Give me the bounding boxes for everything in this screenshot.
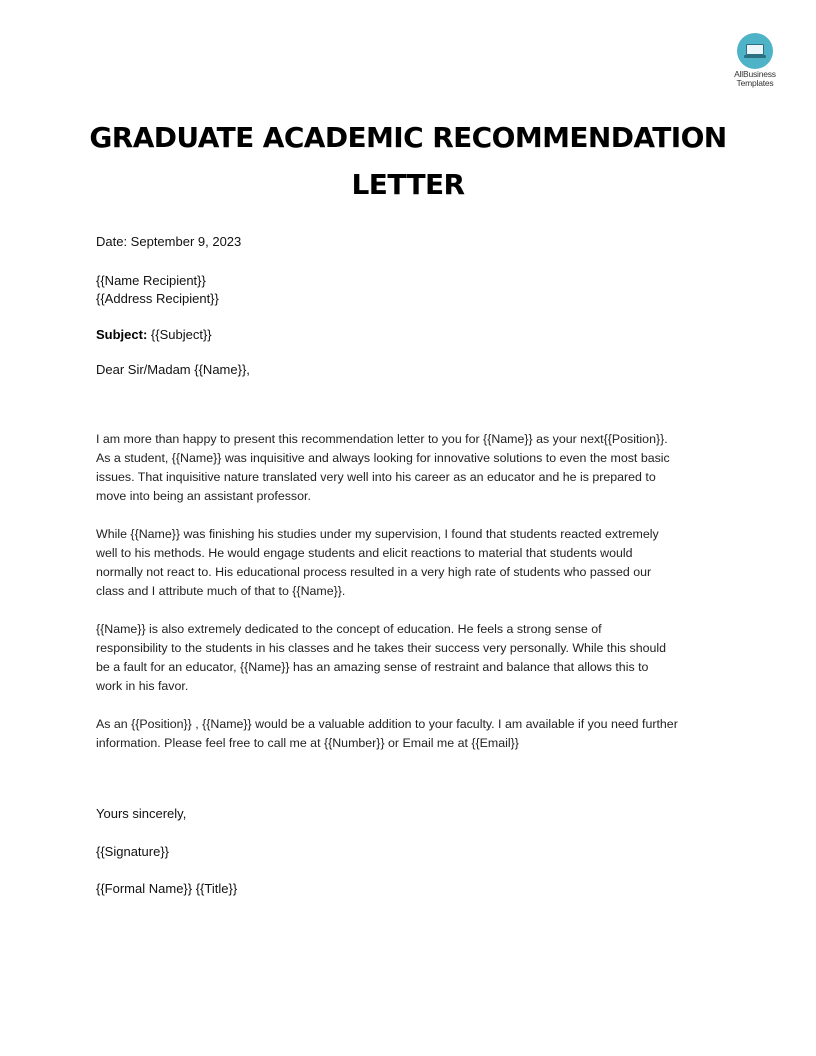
title-line-2: LETTER xyxy=(351,168,465,201)
salutation: Dear Sir/Madam {{Name}}, xyxy=(96,362,250,377)
body-paragraph-3 xyxy=(96,620,726,696)
company-logo xyxy=(724,33,786,88)
body-paragraph-2 xyxy=(96,525,726,601)
paragraph-line: issues. That inquisitive nature translated very well into his career as an educator and he is prepared to xyxy=(96,470,656,484)
letter-date: Date: September 9, 2023 xyxy=(96,234,242,249)
logo-text-line2: Templates xyxy=(736,78,774,88)
logo-text xyxy=(724,70,786,88)
paragraph-line: well to his methods. He would engage students and elicit reactions to material that students would xyxy=(96,546,633,560)
paragraph-line: responsibility to the students in his classes and he takes their success very personally. While this should xyxy=(96,641,667,655)
closing: Yours sincerely, xyxy=(96,806,187,821)
subject-line xyxy=(96,326,212,344)
laptop-icon xyxy=(737,33,773,69)
recipient-address: {{Address Recipient}} xyxy=(96,291,219,306)
paragraph-line: class and I attribute much of that to {{Name}}. xyxy=(96,584,346,598)
subject-label: Subject: xyxy=(96,327,148,342)
formal-name-title: {{Formal Name}} {{Title}} xyxy=(96,881,238,896)
body-paragraph-4 xyxy=(96,715,726,753)
logo-text-line1: AllBusiness xyxy=(734,69,776,79)
recipient-name: {{Name Recipient}} xyxy=(96,273,206,288)
subject-value: {{Subject}} xyxy=(147,327,212,342)
paragraph-line: normally not react to. His educational process resulted in a very high rate of students who passed our xyxy=(96,565,652,579)
paragraph-line: I am more than happy to present this recommendation letter to you for {{Name}} as your next{{Position}}. xyxy=(96,432,668,446)
signature: {{Signature}} xyxy=(96,844,170,859)
paragraph-line: information. Please feel free to call me at {{Number}} or Email me at {{Email}} xyxy=(96,736,519,750)
paragraph-line: move into being an assistant professor. xyxy=(96,489,311,503)
paragraph-line: be a fault for an educator, {{Name}} has an amazing sense of restraint and balance that allows this to xyxy=(96,660,649,674)
paragraph-line: {{Name}} is also extremely dedicated to the concept of education. He feels a strong sense of xyxy=(96,622,602,636)
paragraph-line: work in his favor. xyxy=(96,679,189,693)
title-line-1: GRADUATE ACADEMIC RECOMMENDATION xyxy=(89,121,727,154)
paragraph-line: As a student, {{Name}} was inquisitive and always looking for innovative solutions to even the most basic xyxy=(96,451,670,465)
paragraph-line: As an {{Position}} , {{Name}} would be a valuable addition to your faculty. I am available if you need further xyxy=(96,717,678,731)
document-title xyxy=(80,114,736,208)
paragraph-line: While {{Name}} was finishing his studies under my supervision, I found that students reacted extremely xyxy=(96,527,659,541)
body-paragraph-1 xyxy=(96,430,726,506)
